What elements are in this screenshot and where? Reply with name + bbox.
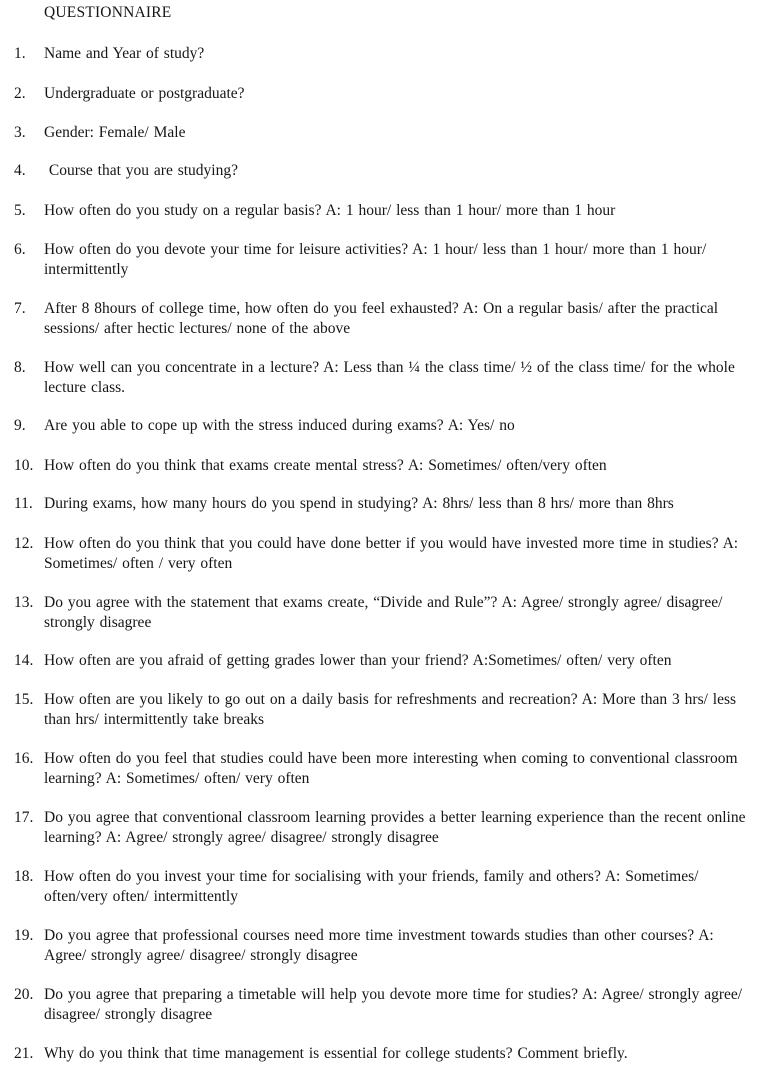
question-number: 13. — [14, 594, 34, 611]
question-1 — [14, 44, 759, 64]
question-text: Do you agree that professional courses need more time investment towards studies than other courses? A: Agree/ strongly agree/ disagree/ strongly disagree — [44, 927, 714, 964]
question-text: How often are you afraid of getting grades lower than your friend? A:Sometimes/ often/ very often — [44, 652, 672, 669]
question-text: How often do you devote your time for leisure activities? A: 1 hour/ less than 1 hour/ more than 1 hour/ intermittently — [44, 241, 707, 278]
question-21 — [14, 1044, 759, 1064]
question-number: 10. — [14, 457, 34, 474]
question-text: How often do you invest your time for socialising with your friends, family and others? A: Sometimes/ often/very often/ intermittently — [44, 868, 699, 905]
question-19 — [14, 926, 759, 966]
question-6 — [14, 240, 759, 280]
question-number: 19. — [14, 927, 34, 944]
question-text: Are you able to cope up with the stress induced during exams? A: Yes/ no — [44, 417, 515, 434]
question-8 — [14, 358, 759, 398]
question-number: 4. — [14, 162, 26, 179]
question-4 — [14, 161, 759, 181]
question-text: How well can you concentrate in a lecture? A: Less than ¼ the class time/ ½ of the class time/ for the whole lecture class. — [44, 359, 735, 396]
question-text: During exams, how many hours do you spend in studying? A: 8hrs/ less than 8 hrs/ more than 8hrs — [44, 495, 674, 512]
question-number: 3. — [14, 124, 26, 141]
question-7 — [14, 299, 759, 339]
question-5 — [14, 201, 759, 221]
question-text: Name and Year of study? — [44, 45, 205, 62]
question-text: Why do you think that time management is essential for college students? Comment briefly. — [44, 1045, 628, 1062]
question-number: 20. — [14, 986, 34, 1003]
question-11 — [14, 494, 759, 514]
question-number: 6. — [14, 241, 26, 258]
question-number: 11. — [14, 495, 33, 512]
question-number: 1. — [14, 45, 26, 62]
question-text: Course that you are studying? — [44, 162, 238, 179]
question-2 — [14, 84, 759, 104]
question-text: How often do you feel that studies could have been more interesting when coming to conventional classroom learning? A: Sometimes/ often/ very often — [44, 750, 738, 787]
question-number: 7. — [14, 300, 26, 317]
question-number: 9. — [14, 417, 26, 434]
question-text: After 8 8hours of college time, how often do you feel exhausted? A: On a regular basis/ after the practical sessions/ after hectic lectures/ none of the above — [44, 300, 719, 337]
question-10 — [14, 456, 759, 476]
question-number: 2. — [14, 85, 26, 102]
question-number: 14. — [14, 652, 34, 669]
question-number: 17. — [14, 809, 34, 826]
question-text: Do you agree that preparing a timetable will help you devote more time for studies? A: Agree/ strongly agree/ disagree/ strongly disagree — [44, 986, 743, 1023]
question-number: 15. — [14, 691, 34, 708]
question-text: How often are you likely to go out on a daily basis for refreshments and recreation? A: More than 3 hrs/ less than hrs/ intermittently take breaks — [44, 691, 737, 728]
question-18 — [14, 867, 759, 907]
question-20 — [14, 985, 759, 1025]
question-text: How often do you think that exams create mental stress? A: Sometimes/ often/very often — [44, 457, 607, 474]
question-number: 8. — [14, 359, 26, 376]
question-9 — [14, 416, 759, 436]
question-12 — [14, 534, 759, 574]
question-number: 5. — [14, 202, 26, 219]
page-title: QUESTIONNAIRE — [44, 4, 172, 21]
question-number: 18. — [14, 868, 34, 885]
question-text: How often do you think that you could have done better if you would have invested more time in studies? A: Sometimes/ often / very often — [44, 535, 739, 572]
question-number: 16. — [14, 750, 34, 767]
question-3 — [14, 123, 759, 143]
question-17 — [14, 808, 759, 848]
question-14 — [14, 651, 759, 671]
question-text: Gender: Female/ Male — [44, 124, 186, 141]
question-number: 21. — [14, 1045, 34, 1062]
question-text: Do you agree with the statement that exams create, “Divide and Rule”? A: Agree/ strongly agree/ disagree/ strongly disagree — [44, 594, 723, 631]
question-text: Undergraduate or postgraduate? — [44, 85, 245, 102]
question-16 — [14, 749, 759, 789]
question-13 — [14, 593, 759, 633]
question-text: How often do you study on a regular basis? A: 1 hour/ less than 1 hour/ more than 1 hour — [44, 202, 616, 219]
question-15 — [14, 690, 759, 730]
question-text: Do you agree that conventional classroom learning provides a better learning experience than the recent online learning? A: Agree/ strongly agree/ disagree/ strongly disagree — [44, 809, 746, 846]
question-number: 12. — [14, 535, 34, 552]
